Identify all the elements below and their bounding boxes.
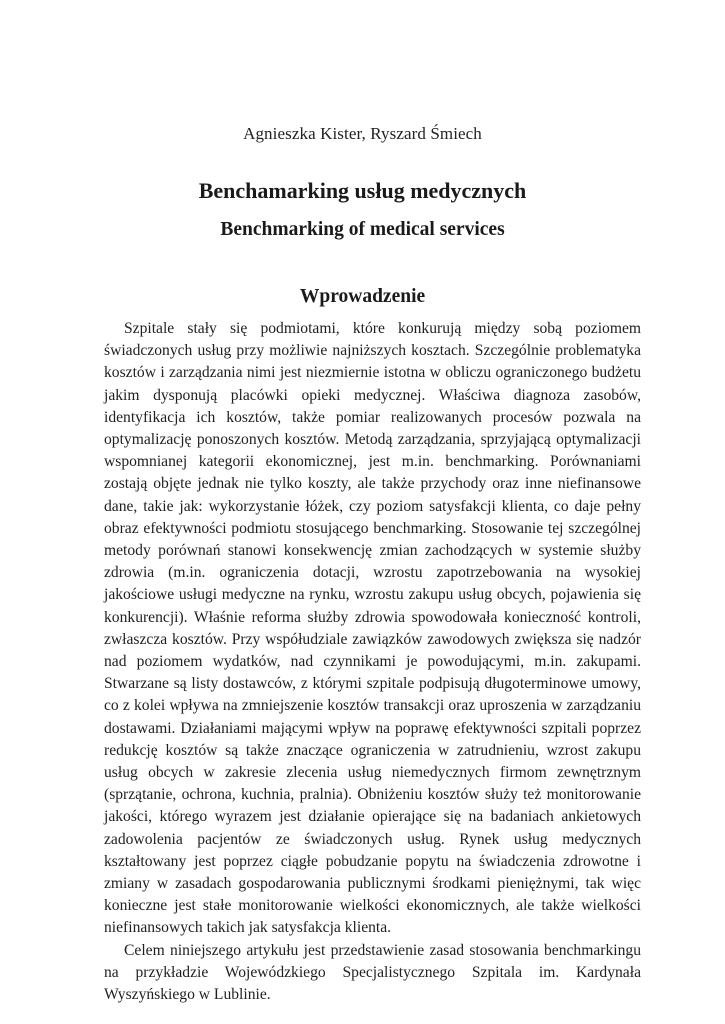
section-heading: Wprowadzenie [299, 286, 426, 307]
body-text [104, 318, 641, 1006]
authors-line: Agnieszka Kister, Ryszard Śmiech [243, 124, 482, 143]
article-title-english: Benchmarking of medical services [220, 219, 505, 240]
article-title-polish: Benchamarking usług medycznych [198, 178, 527, 203]
paragraph-2: Celem niniejszego artykułu jest przedstawienie zasad stosowania benchmarkingu na przykładzie Wojewódzkiego Specjalistycznego Szpitala im. Kardynała Wyszyńskiego w Lublinie. [104, 941, 641, 1004]
paragraph-1: Szpitale stały się podmiotami, które konkurują między sobą poziomem świadczonych usług przy możliwie najniższych kosztach. Szczególnie problematyka kosztów i zarządzania nimi jest niezmiernie istotna w obliczu ograniczonego budżetu jakim dysponują placówki opieki medycznej. Właściwa diagnoza zasobów, identyfikacja ich kosztów, także pomiar realizowanych procesów pozwala na optymalizację ponoszonych kosztów. Metodą zarządzania, sprzyjającą optymalizacji wspomnianej kategorii ekonomicznej, jest m.in. benchmarking. Porównaniami zostają objęte jednak nie tylko koszty, ale także przychody oraz inne niefinansowe dane, takie jak: wykorzystanie łóżek, czy poziom satysfakcji klienta, co daje pełny obraz efektywności podmiotu stosującego benchmarking. Stosowanie tej szczególnej metody porównań stanowi konsekwencję zmian zachodzących w systemie służby zdrowia (m.in. ograniczenia dotacji, wzrostu zapotrzebowania na wysokiej jakościowe usługi medyczne na rynku, wzrostu zakupu usług obcych, pojawienia się konkurencji). Właśnie reforma służby zdrowia spowodowała konieczność kontroli, zwłaszcza kosztów. Przy współudziale zawiązków zawodowych zwiększa się nadzór nad poziomem wydatków, nad czynnikami je powodującymi, m.in. zakupami. Stwarzane są listy dostawców, z którymi szpitale podpisują długoterminowe umowy, co z kolei wpływa na zmniejszenie kosztów transakcji oraz uproszenia w zarządzaniu dostawami. Działaniami mającymi wpływ na poprawę efektywności szpitali poprzez redukcję kosztów są także znaczące ograniczenia w zatrudnieniu, wzrost zakupu usług obcych w zakresie zlecenia usług niemedycznych firmom zewnętrznym (sprzątanie, ochrona, kuchnia, pralnia). Obniżeniu kosztów służy też monitorowanie jakości, którego wyrazem jest działanie opierające się na badaniach ankietowych zadowolenia pacjentów ze świadczonych usług. Rynek usług medycznych kształtowany jest poprzez ciągłe pobudzanie popytu na świadczenia zdrowotne i zmiany w zasadach gospodarowania publicznymi środkami pieniężnymi, tak więc konieczne jest stałe monitorowanie wielkości ekonomicznych, ale także wielkości niefinansowych takich jak satysfakcja klienta. [104, 320, 641, 937]
